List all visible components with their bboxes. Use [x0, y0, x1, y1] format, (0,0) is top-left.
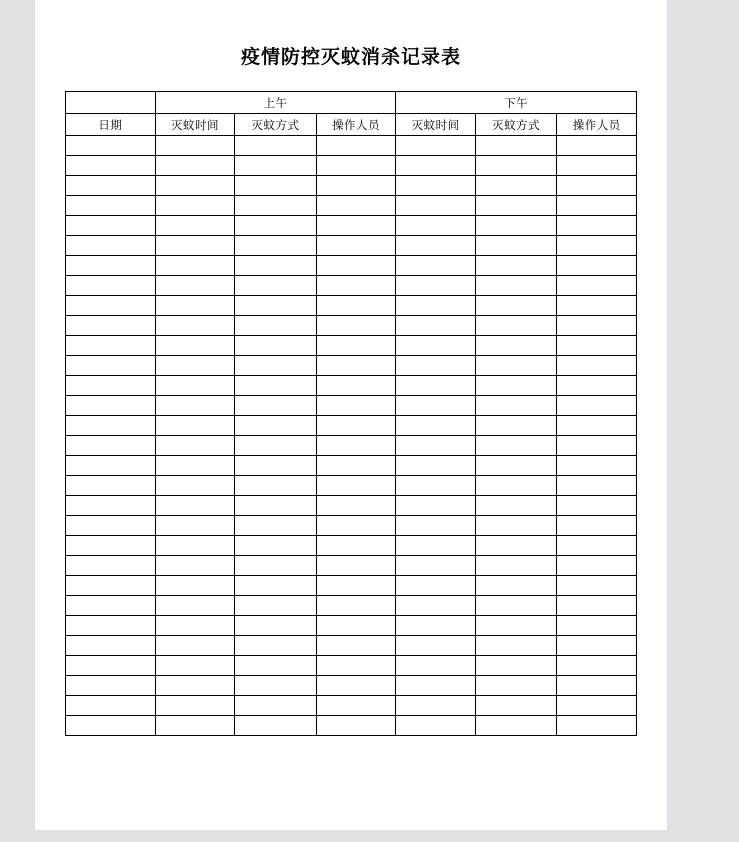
table-cell[interactable] [316, 676, 396, 696]
table-cell[interactable] [66, 236, 156, 256]
table-row[interactable] [66, 556, 637, 576]
table-cell[interactable] [557, 216, 637, 236]
table-cell[interactable] [396, 656, 476, 676]
table-row[interactable] [66, 516, 637, 536]
table-cell[interactable] [235, 616, 317, 636]
table-cell[interactable] [235, 516, 317, 536]
column-header-morning-operator: 操作人员 [316, 114, 396, 136]
table-cell[interactable] [155, 516, 235, 536]
table-cell[interactable] [396, 516, 476, 536]
table-cell[interactable] [316, 156, 396, 176]
table-cell[interactable] [557, 396, 637, 416]
table-cell[interactable] [557, 336, 637, 356]
table-cell[interactable] [316, 376, 396, 396]
table-cell[interactable] [316, 236, 396, 256]
table-cell[interactable] [155, 316, 235, 336]
table-cell[interactable] [557, 156, 637, 176]
table-cell[interactable] [475, 576, 557, 596]
table-cell[interactable] [66, 136, 156, 156]
table-cell[interactable] [557, 276, 637, 296]
table-cell[interactable] [475, 716, 557, 736]
table-cell[interactable] [475, 216, 557, 236]
table-cell[interactable] [66, 536, 156, 556]
table-cell[interactable] [155, 656, 235, 676]
table-cell[interactable] [155, 496, 235, 516]
table-cell[interactable] [316, 196, 396, 216]
table-cell[interactable] [155, 276, 235, 296]
table-cell[interactable] [235, 416, 317, 436]
table-cell[interactable] [235, 556, 317, 576]
table-cell[interactable] [66, 216, 156, 236]
table-cell[interactable] [475, 276, 557, 296]
table-cell[interactable] [155, 136, 235, 156]
table-cell[interactable] [396, 496, 476, 516]
table-cell[interactable] [557, 636, 637, 656]
table-cell[interactable] [316, 136, 396, 156]
table-row[interactable] [66, 136, 637, 156]
table-cell[interactable] [155, 196, 235, 216]
table-cell[interactable] [316, 296, 396, 316]
table-cell[interactable] [155, 396, 235, 416]
table-cell[interactable] [316, 176, 396, 196]
table-cell[interactable] [475, 396, 557, 416]
table-group-header-row [66, 92, 637, 114]
table-cell[interactable] [396, 376, 476, 396]
table-cell[interactable] [235, 276, 317, 296]
table-cell[interactable] [475, 436, 557, 456]
table-cell[interactable] [475, 376, 557, 396]
table-row[interactable] [66, 716, 637, 736]
record-table [65, 91, 637, 736]
table-cell[interactable] [235, 576, 317, 596]
table-cell[interactable] [475, 696, 557, 716]
table-cell[interactable] [235, 156, 317, 176]
table-cell[interactable] [475, 676, 557, 696]
table-cell[interactable] [155, 576, 235, 596]
table-row[interactable] [66, 356, 637, 376]
table-cell[interactable] [155, 436, 235, 456]
table-row[interactable] [66, 536, 637, 556]
table-cell[interactable] [475, 636, 557, 656]
table-cell[interactable] [316, 416, 396, 436]
table-cell[interactable] [316, 456, 396, 476]
table-row[interactable] [66, 196, 637, 216]
table-cell[interactable] [396, 716, 476, 736]
table-cell[interactable] [557, 316, 637, 336]
table-cell[interactable] [557, 476, 637, 496]
column-header-morning-method: 灭蚊方式 [235, 114, 317, 136]
table-cell[interactable] [155, 476, 235, 496]
table-cell[interactable] [155, 536, 235, 556]
table-cell[interactable] [475, 476, 557, 496]
table-cell[interactable] [66, 396, 156, 416]
table-cell[interactable] [235, 676, 317, 696]
table-cell[interactable] [396, 196, 476, 216]
table-row[interactable] [66, 456, 637, 476]
column-header-date: 日期 [66, 114, 156, 136]
table-row[interactable] [66, 616, 637, 636]
table-cell[interactable] [557, 136, 637, 156]
table-cell[interactable] [396, 616, 476, 636]
table-cell[interactable] [155, 616, 235, 636]
table-cell[interactable] [475, 556, 557, 576]
table-cell[interactable] [235, 496, 317, 516]
table-row[interactable] [66, 496, 637, 516]
table-cell[interactable] [316, 696, 396, 716]
table-row[interactable] [66, 156, 637, 176]
table-cell[interactable] [235, 296, 317, 316]
table-cell[interactable] [316, 596, 396, 616]
table-cell[interactable] [155, 676, 235, 696]
table-cell[interactable] [396, 156, 476, 176]
table-cell[interactable] [557, 536, 637, 556]
table-cell[interactable] [396, 476, 476, 496]
group-header-blank [66, 92, 156, 114]
table-row[interactable] [66, 576, 637, 596]
table-cell[interactable] [235, 596, 317, 616]
table-cell[interactable] [475, 656, 557, 676]
table-cell[interactable] [396, 556, 476, 576]
table-cell[interactable] [235, 216, 317, 236]
table-cell[interactable] [316, 536, 396, 556]
column-header-afternoon-operator: 操作人员 [557, 114, 637, 136]
group-header-afternoon: 下午 [396, 92, 637, 114]
table-row[interactable] [66, 596, 637, 616]
table-cell[interactable] [66, 196, 156, 216]
table-cell[interactable] [557, 556, 637, 576]
table-cell[interactable] [396, 456, 476, 476]
table-cell[interactable] [475, 616, 557, 636]
table-cell[interactable] [396, 316, 476, 336]
table-cell[interactable] [396, 596, 476, 616]
table-cell[interactable] [155, 336, 235, 356]
table-cell[interactable] [316, 556, 396, 576]
table-cell[interactable] [316, 616, 396, 636]
table-cell[interactable] [557, 696, 637, 716]
table-cell[interactable] [316, 496, 396, 516]
table-cell[interactable] [235, 316, 317, 336]
table-row[interactable] [66, 676, 637, 696]
table-cell[interactable] [235, 456, 317, 476]
table-cell[interactable] [396, 356, 476, 376]
table-cell[interactable] [155, 216, 235, 236]
table-cell[interactable] [66, 556, 156, 576]
table-cell[interactable] [475, 356, 557, 376]
table-row[interactable] [66, 636, 637, 656]
table-cell[interactable] [557, 436, 637, 456]
table-cell[interactable] [396, 696, 476, 716]
table-cell[interactable] [475, 176, 557, 196]
table-cell[interactable] [396, 216, 476, 236]
table-cell[interactable] [155, 176, 235, 196]
table-cell[interactable] [235, 536, 317, 556]
table-cell[interactable] [396, 676, 476, 696]
table-cell[interactable] [66, 476, 156, 496]
table-cell[interactable] [316, 336, 396, 356]
table-cell[interactable] [66, 256, 156, 276]
table-row[interactable] [66, 316, 637, 336]
table-cell[interactable] [557, 516, 637, 536]
table-cell[interactable] [155, 556, 235, 576]
table-cell[interactable] [235, 136, 317, 156]
table-cell[interactable] [66, 296, 156, 316]
table-cell[interactable] [235, 476, 317, 496]
table-cell[interactable] [316, 436, 396, 456]
table-row[interactable] [66, 436, 637, 456]
table-cell[interactable] [66, 676, 156, 696]
table-cell[interactable] [557, 176, 637, 196]
table-cell[interactable] [396, 256, 476, 276]
table-cell[interactable] [396, 396, 476, 416]
table-cell[interactable] [66, 456, 156, 476]
table-cell[interactable] [66, 716, 156, 736]
table-cell[interactable] [235, 716, 317, 736]
table-cell[interactable] [557, 416, 637, 436]
table-cell[interactable] [66, 656, 156, 676]
table-cell[interactable] [557, 596, 637, 616]
table-cell[interactable] [475, 236, 557, 256]
table-cell[interactable] [396, 176, 476, 196]
table-cell[interactable] [557, 296, 637, 316]
table-cell[interactable] [316, 576, 396, 596]
table-row[interactable] [66, 376, 637, 396]
table-cell[interactable] [235, 196, 317, 216]
table-cell[interactable] [475, 296, 557, 316]
table-cell[interactable] [557, 456, 637, 476]
table-cell[interactable] [557, 576, 637, 596]
table-cell[interactable] [235, 696, 317, 716]
table-cell[interactable] [66, 356, 156, 376]
table-cell[interactable] [66, 156, 156, 176]
table-cell[interactable] [475, 416, 557, 436]
table-cell[interactable] [557, 716, 637, 736]
table-row[interactable] [66, 696, 637, 716]
table-cell[interactable] [235, 336, 317, 356]
table-row[interactable] [66, 216, 637, 236]
table-cell[interactable] [475, 136, 557, 156]
table-cell[interactable] [396, 436, 476, 456]
table-column-header-row [66, 114, 637, 136]
table-cell[interactable] [235, 356, 317, 376]
table-cell[interactable] [475, 456, 557, 476]
table-cell[interactable] [66, 596, 156, 616]
table-cell[interactable] [557, 356, 637, 376]
table-cell[interactable] [316, 396, 396, 416]
table-body [66, 92, 637, 736]
column-header-morning-time: 灭蚊时间 [155, 114, 235, 136]
table-cell[interactable] [155, 296, 235, 316]
table-cell[interactable] [235, 176, 317, 196]
table-cell[interactable] [155, 696, 235, 716]
table-cell[interactable] [316, 316, 396, 336]
table-row[interactable] [66, 336, 637, 356]
page-title: 疫情防控灭蚊消杀记录表 [240, 46, 461, 68]
column-header-afternoon-time: 灭蚊时间 [396, 114, 476, 136]
table-cell[interactable] [316, 716, 396, 736]
table-cell[interactable] [235, 636, 317, 656]
table-cell[interactable] [155, 376, 235, 396]
table-cell[interactable] [475, 316, 557, 336]
table-cell[interactable] [475, 516, 557, 536]
table-cell[interactable] [396, 136, 476, 156]
table-cell[interactable] [316, 636, 396, 656]
table-cell[interactable] [557, 496, 637, 516]
table-cell[interactable] [475, 156, 557, 176]
table-row[interactable] [66, 256, 637, 276]
table-row[interactable] [66, 276, 637, 296]
table-cell[interactable] [155, 356, 235, 376]
table-cell[interactable] [235, 236, 317, 256]
table-row[interactable] [66, 296, 637, 316]
table-row[interactable] [66, 656, 637, 676]
table-cell[interactable] [557, 656, 637, 676]
table-cell[interactable] [557, 376, 637, 396]
table-cell[interactable] [475, 336, 557, 356]
table-cell[interactable] [155, 156, 235, 176]
table-cell[interactable] [66, 516, 156, 536]
table-row[interactable] [66, 416, 637, 436]
table-cell[interactable] [396, 576, 476, 596]
document-page [35, 0, 667, 830]
table-cell[interactable] [396, 336, 476, 356]
table-cell[interactable] [235, 256, 317, 276]
table-cell[interactable] [155, 716, 235, 736]
table-cell[interactable] [316, 356, 396, 376]
table-cell[interactable] [475, 496, 557, 516]
table-cell[interactable] [66, 376, 156, 396]
table-cell[interactable] [235, 376, 317, 396]
table-cell[interactable] [66, 576, 156, 596]
table-cell[interactable] [155, 596, 235, 616]
table-row[interactable] [66, 236, 637, 256]
table-cell[interactable] [66, 496, 156, 516]
table-cell[interactable] [155, 256, 235, 276]
column-header-afternoon-method: 灭蚊方式 [475, 114, 557, 136]
table-cell[interactable] [66, 696, 156, 716]
table-cell[interactable] [396, 536, 476, 556]
table-cell[interactable] [396, 296, 476, 316]
table-cell[interactable] [66, 616, 156, 636]
table-cell[interactable] [557, 236, 637, 256]
table-cell[interactable] [66, 436, 156, 456]
table-row[interactable] [66, 176, 637, 196]
table-cell[interactable] [66, 176, 156, 196]
table-cell[interactable] [66, 316, 156, 336]
table-cell[interactable] [475, 256, 557, 276]
table-cell[interactable] [316, 476, 396, 496]
table-cell[interactable] [557, 256, 637, 276]
table-cell[interactable] [66, 636, 156, 656]
group-header-morning: 上午 [155, 92, 396, 114]
table-cell[interactable] [557, 196, 637, 216]
table-cell[interactable] [316, 656, 396, 676]
table-row[interactable] [66, 476, 637, 496]
table-cell[interactable] [475, 596, 557, 616]
table-cell[interactable] [316, 216, 396, 236]
table-cell[interactable] [66, 336, 156, 356]
table-cell[interactable] [396, 416, 476, 436]
table-cell[interactable] [155, 416, 235, 436]
table-cell[interactable] [66, 276, 156, 296]
table-cell[interactable] [66, 416, 156, 436]
table-cell[interactable] [316, 516, 396, 536]
table-cell[interactable] [235, 436, 317, 456]
table-cell[interactable] [155, 456, 235, 476]
table-row[interactable] [66, 396, 637, 416]
table-cell[interactable] [557, 676, 637, 696]
table-cell[interactable] [396, 636, 476, 656]
table-cell[interactable] [155, 236, 235, 256]
table-cell[interactable] [475, 536, 557, 556]
table-cell[interactable] [316, 276, 396, 296]
table-cell[interactable] [475, 196, 557, 216]
table-cell[interactable] [557, 616, 637, 636]
table-cell[interactable] [396, 236, 476, 256]
table-cell[interactable] [235, 656, 317, 676]
table-cell[interactable] [316, 256, 396, 276]
table-cell[interactable] [155, 636, 235, 656]
table-cell[interactable] [396, 276, 476, 296]
table-cell[interactable] [235, 396, 317, 416]
